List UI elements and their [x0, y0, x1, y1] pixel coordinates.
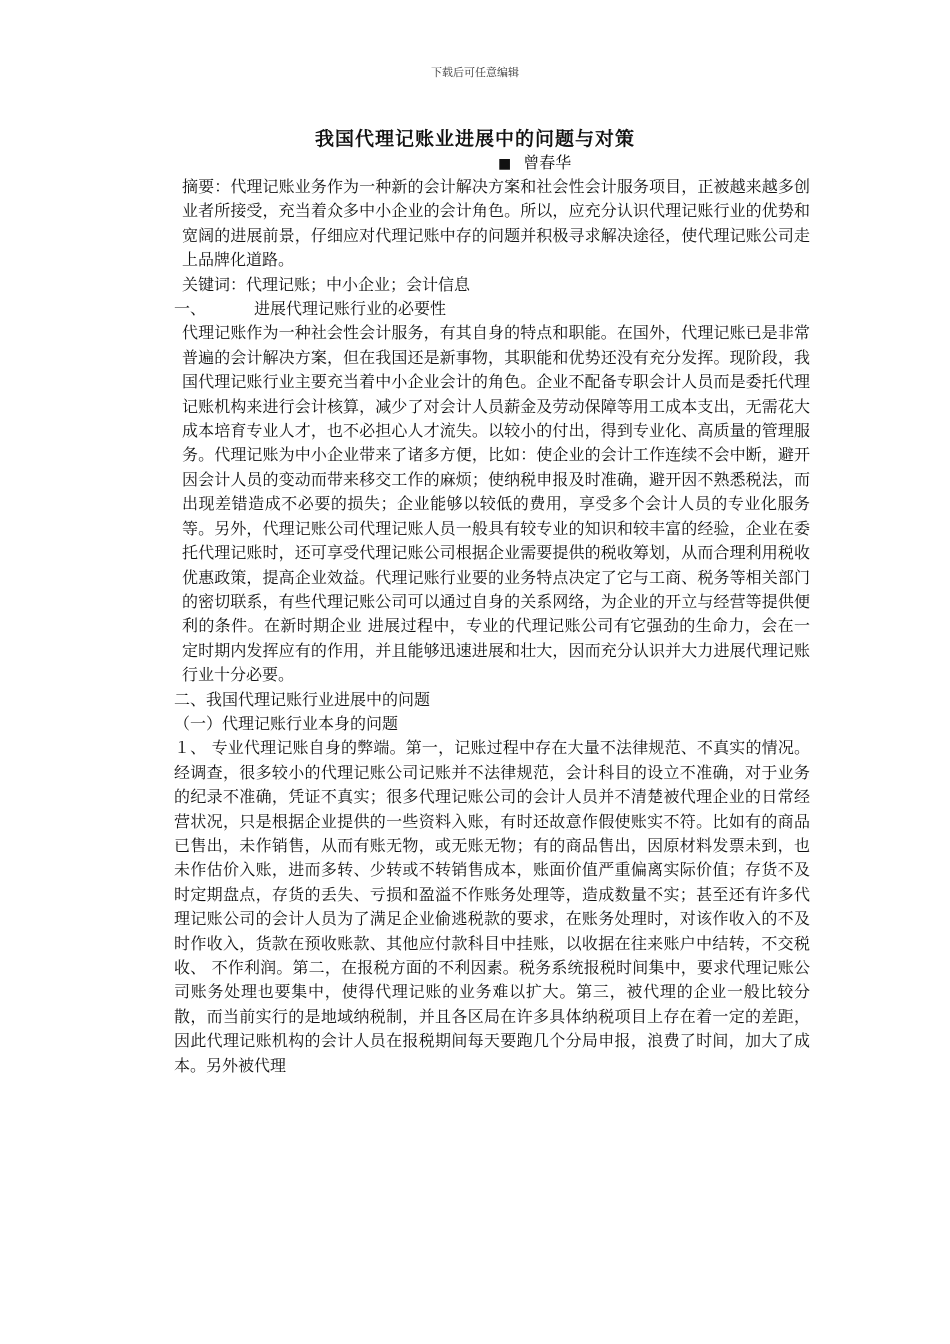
- author-name: 曾春华: [523, 153, 572, 172]
- subsection-heading-1: （一）代理记账行业本身的问题: [174, 713, 399, 733]
- abstract-paragraph: 摘要：代理记账业务作为一种新的会计解决方案和社会性会计服务项目，正被越来越多创业者所接受，充当着众多中小企业的会计角色。所以，应充分认识代理记账行业的优势和宽阔的进展前景，仔细应对代理记账中存的问题并积极寻求解决途径，使代理记账公司走上品牌化道路。: [182, 177, 810, 270]
- section-title: 进展代理记账行业的必要性: [254, 299, 447, 319]
- author-line: [498, 150, 571, 173]
- section-heading-1: [148, 297, 810, 321]
- keywords-line: 关键词：代理记账；中小企业；会计信息: [182, 274, 471, 294]
- section-number: 一、: [174, 299, 207, 319]
- point1-paragraph: １、 专业代理记账自身的弊端。第一，记账过程中存在大量不法律规范、不真实的情况。经调查，很多较小的代理记账公司记账并不法律规范，会计科目的设立不准确，对于业务的纪录不准确，凭证不真实；很多代理记账公司的会计人员并不清楚被代理企业的日常经营状况，只是根据企业提供的一些资料入账，有时还故意作假使账实不符。比如有的商品已售出，未作销售，从而有账无物，或无账无物；有的商品售出，因原材料发票未到，也未作估价入账，进而多转、少转或不转销售成本，账面价值严重偏离实际价值；存货不及时定期盘点，存货的丢失、亏损和盈溢不作账务处理等，造成数量不实；甚至还有许多代理记账公司的会计人员为了满足企业偷逃税款的要求，在账务处理时，对该作收入的不及时作收入，货款在预收账款、其他应付款科目中挂账，以收据在往来账户中结转，不交税收、 不作利润。第二，在报税方面的不利因素。税务系统报税时间集中，要求代理记账公司账务处理也要集中，使得代理记账的业务难以扩大。第三，被代理的企业一般比较分散，而当前实行的是地域纳税制，并且各区局在许多具体纳税项目上存在着一定的差距，因此代理记账机构的会计人员在报税期间每天要跑几个分局申报，浪费了时间，加大了成本。另外被代理: [174, 738, 810, 1075]
- section-heading-2: 二、我国代理记账行业进展中的问题: [174, 689, 431, 709]
- article-body: [148, 175, 810, 1078]
- article-title: 我国代理记账业进展中的问题与对策: [314, 128, 635, 150]
- section1-paragraph: 代理记账作为一种社会性会计服务，有其自身的特点和职能。在国外，代理记账已是非常普遍的会计解决方案，但在我国还是新事物，其职能和优势还没有充分发挥。现阶段，我国代理记账行业主要充当着中小企业会计的角色。企业不配备专职会计人员而是委托代理记账机构来进行会计核算，减少了对会计人员薪金及劳动保障等用工成本支出，无需花大成本培育专业人才，也不必担心人才流失。以较小的付出，得到专业化、高质量的管理服务。代理记账为中小企业带来了诸多方便，比如：使企业的会计工作连续不会中断，避开因会计人员的变动而带来移交工作的麻烦；使纳税申报及时准确，避开因不熟悉税法，而出现差错造成不必要的损失；企业能够以较低的费用，享受多个会计人员的专业化服务等。另外，代理记账公司代理记账人员一般具有较专业的知识和较丰富的经验，企业在委托代理记账时，还可享受代理记账公司根据企业需要提供的税收筹划，从而合理利用税收优惠政策，提高企业效益。代理记账行业要的业务特点决定了它与工商、税务等相关部门的密切联系，有些代理记账公司可以通过自身的关系网络，为企业的开立与经营等提供便利的条件。在新时期企业 进展过程中，专业的代理记账公司有它强劲的生命力，会在一定时期内发挥应有的作用，并且能够迅速进展和壮大，因而充分认识并大力进展代理记账行业十分必要。: [182, 323, 810, 685]
- square-bullet-icon: ■: [498, 156, 512, 172]
- page-header-note: 下载后可任意编辑: [431, 66, 519, 79]
